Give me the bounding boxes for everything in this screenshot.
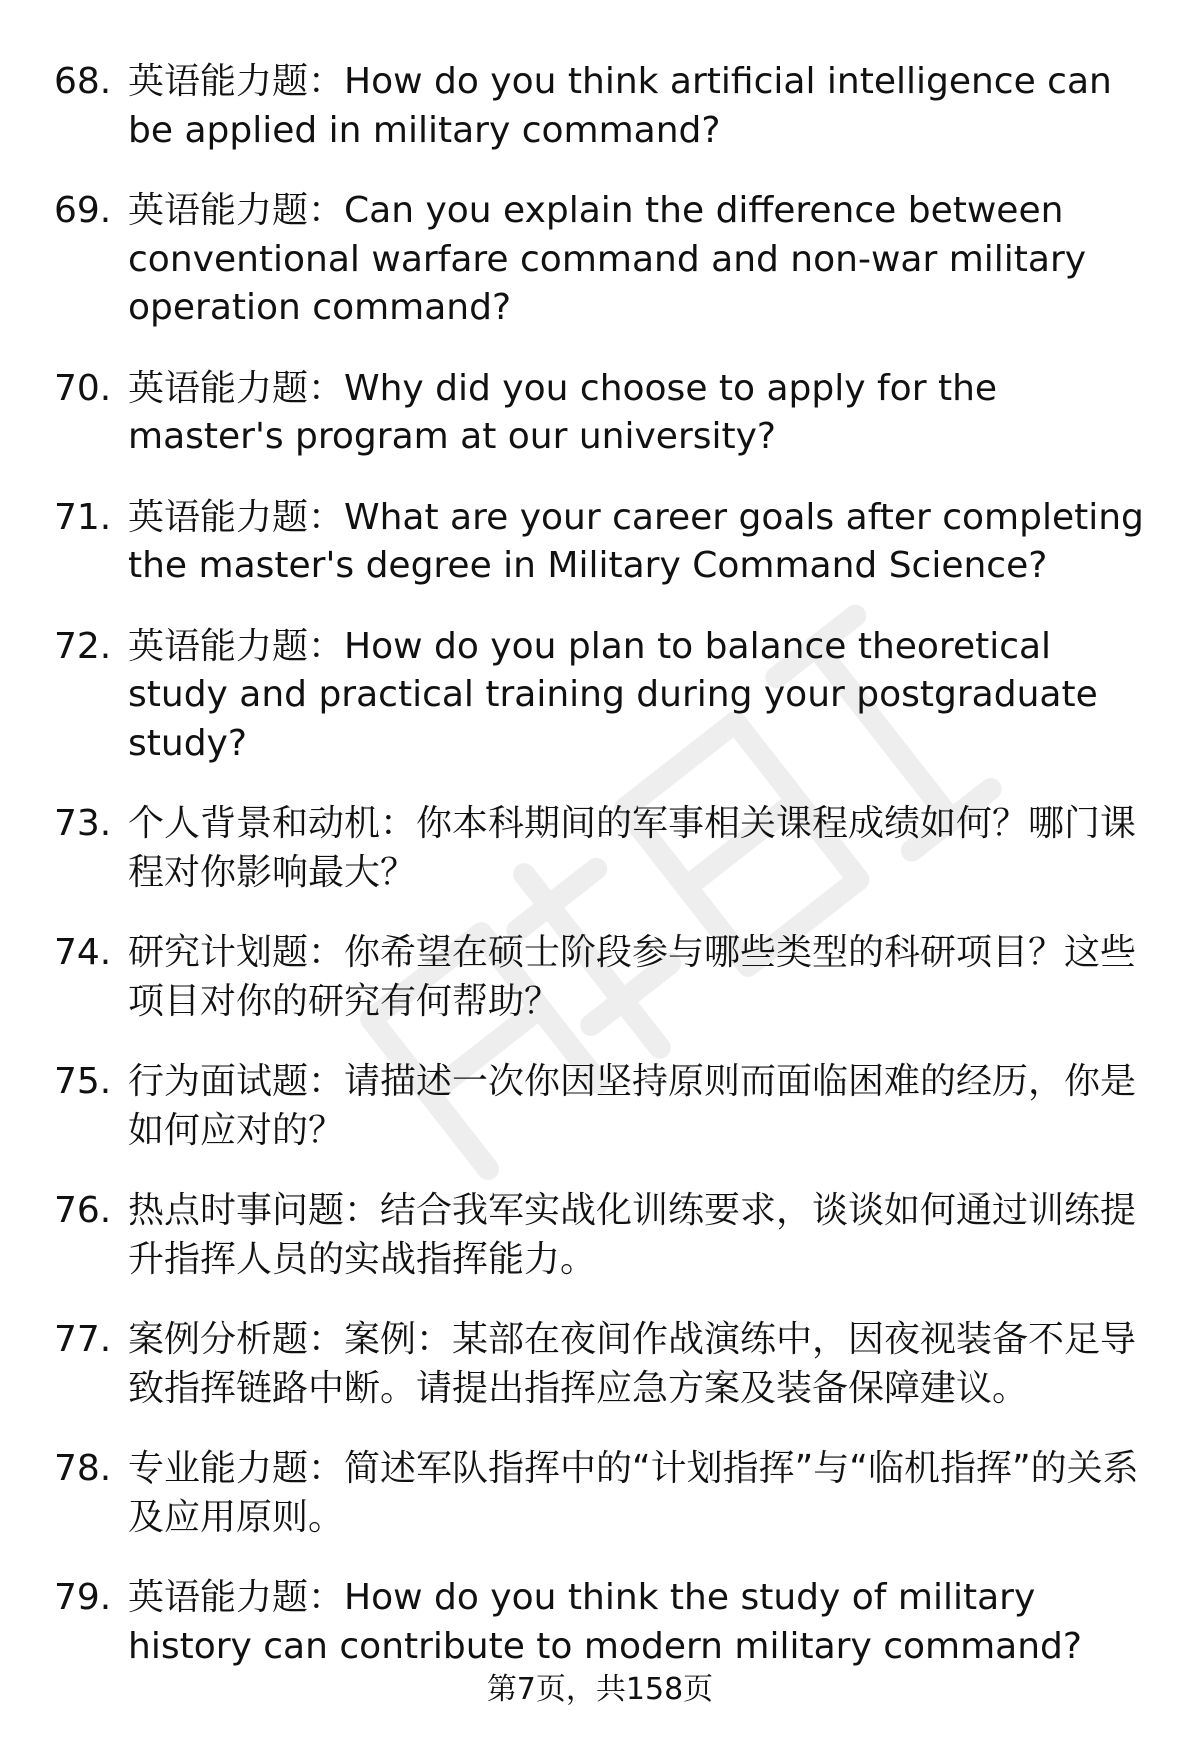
- question-number: 73.: [54, 803, 112, 844]
- question-number: 79.: [54, 1577, 112, 1618]
- page-footer: [0, 1670, 1200, 1710]
- question-item: [54, 929, 1144, 1026]
- question-number: 76.: [54, 1190, 112, 1231]
- question-text: 热点时事问题：结合我军实战化训练要求，谈谈如何通过训练提升指挥人员的实战指挥能力。: [128, 1190, 1137, 1280]
- question-text: 英语能力题：Why did you choose to apply for the master's program at our university?: [128, 367, 998, 457]
- question-text: 行为面试题：请描述一次你因坚持原则而面临困难的经历，你是如何应对的？: [128, 1061, 1137, 1151]
- question-item: [54, 1574, 1144, 1671]
- question-number: 71.: [54, 496, 112, 538]
- question-number: 70.: [54, 367, 112, 409]
- question-text: 英语能力题：How do you plan to balance theoretical study and practical training during your postgraduate study?: [128, 625, 1098, 764]
- question-item: [54, 494, 1144, 591]
- question-item: [54, 1316, 1144, 1413]
- question-text: 英语能力题：Can you explain the difference between conventional warfare command and non-war military operation command?: [128, 190, 1087, 328]
- question-item: [54, 800, 1144, 897]
- question-text: 英语能力题：How do you think artificial intelligence can be applied in military command?: [128, 61, 1112, 151]
- page-number-label: 第7页，共158页: [486, 1672, 714, 1707]
- question-text: 研究计划题：你希望在硕士阶段参与哪些类型的科研项目？这些项目对你的研究有何帮助？: [128, 932, 1137, 1022]
- question-text: 英语能力题：How do you think the study of military history can contribute to modern military command?: [128, 1577, 1082, 1667]
- question-text: 案例分析题：案例：某部在夜间作战演练中，因夜视装备不足导致指挥链路中断。请提出指挥应急方案及装备保障建议。: [128, 1319, 1137, 1409]
- question-item: [54, 365, 1144, 462]
- question-number: 77.: [54, 1319, 112, 1360]
- question-item: [54, 1187, 1144, 1284]
- question-number: 68.: [54, 61, 112, 102]
- question-number: 72.: [54, 625, 112, 667]
- question-number: 74.: [54, 932, 112, 973]
- question-item: [54, 1058, 1144, 1155]
- question-list: [54, 58, 1144, 1703]
- question-text: 英语能力题：What are your career goals after completing the master's degree in Military Command Science?: [128, 496, 1144, 586]
- question-number: 69.: [54, 190, 112, 231]
- question-item: [54, 1445, 1144, 1542]
- question-item: [54, 623, 1144, 769]
- question-number: 78.: [54, 1448, 112, 1489]
- question-number: 75.: [54, 1061, 112, 1102]
- question-item: [54, 187, 1144, 333]
- question-text: 个人背景和动机：你本科期间的军事相关课程成绩如何？哪门课程对你影响最大？: [128, 803, 1137, 893]
- question-text: 专业能力题：简述军队指挥中的“计划指挥”与“临机指挥”的关系及应用原则。: [128, 1448, 1139, 1538]
- question-item: [54, 58, 1144, 155]
